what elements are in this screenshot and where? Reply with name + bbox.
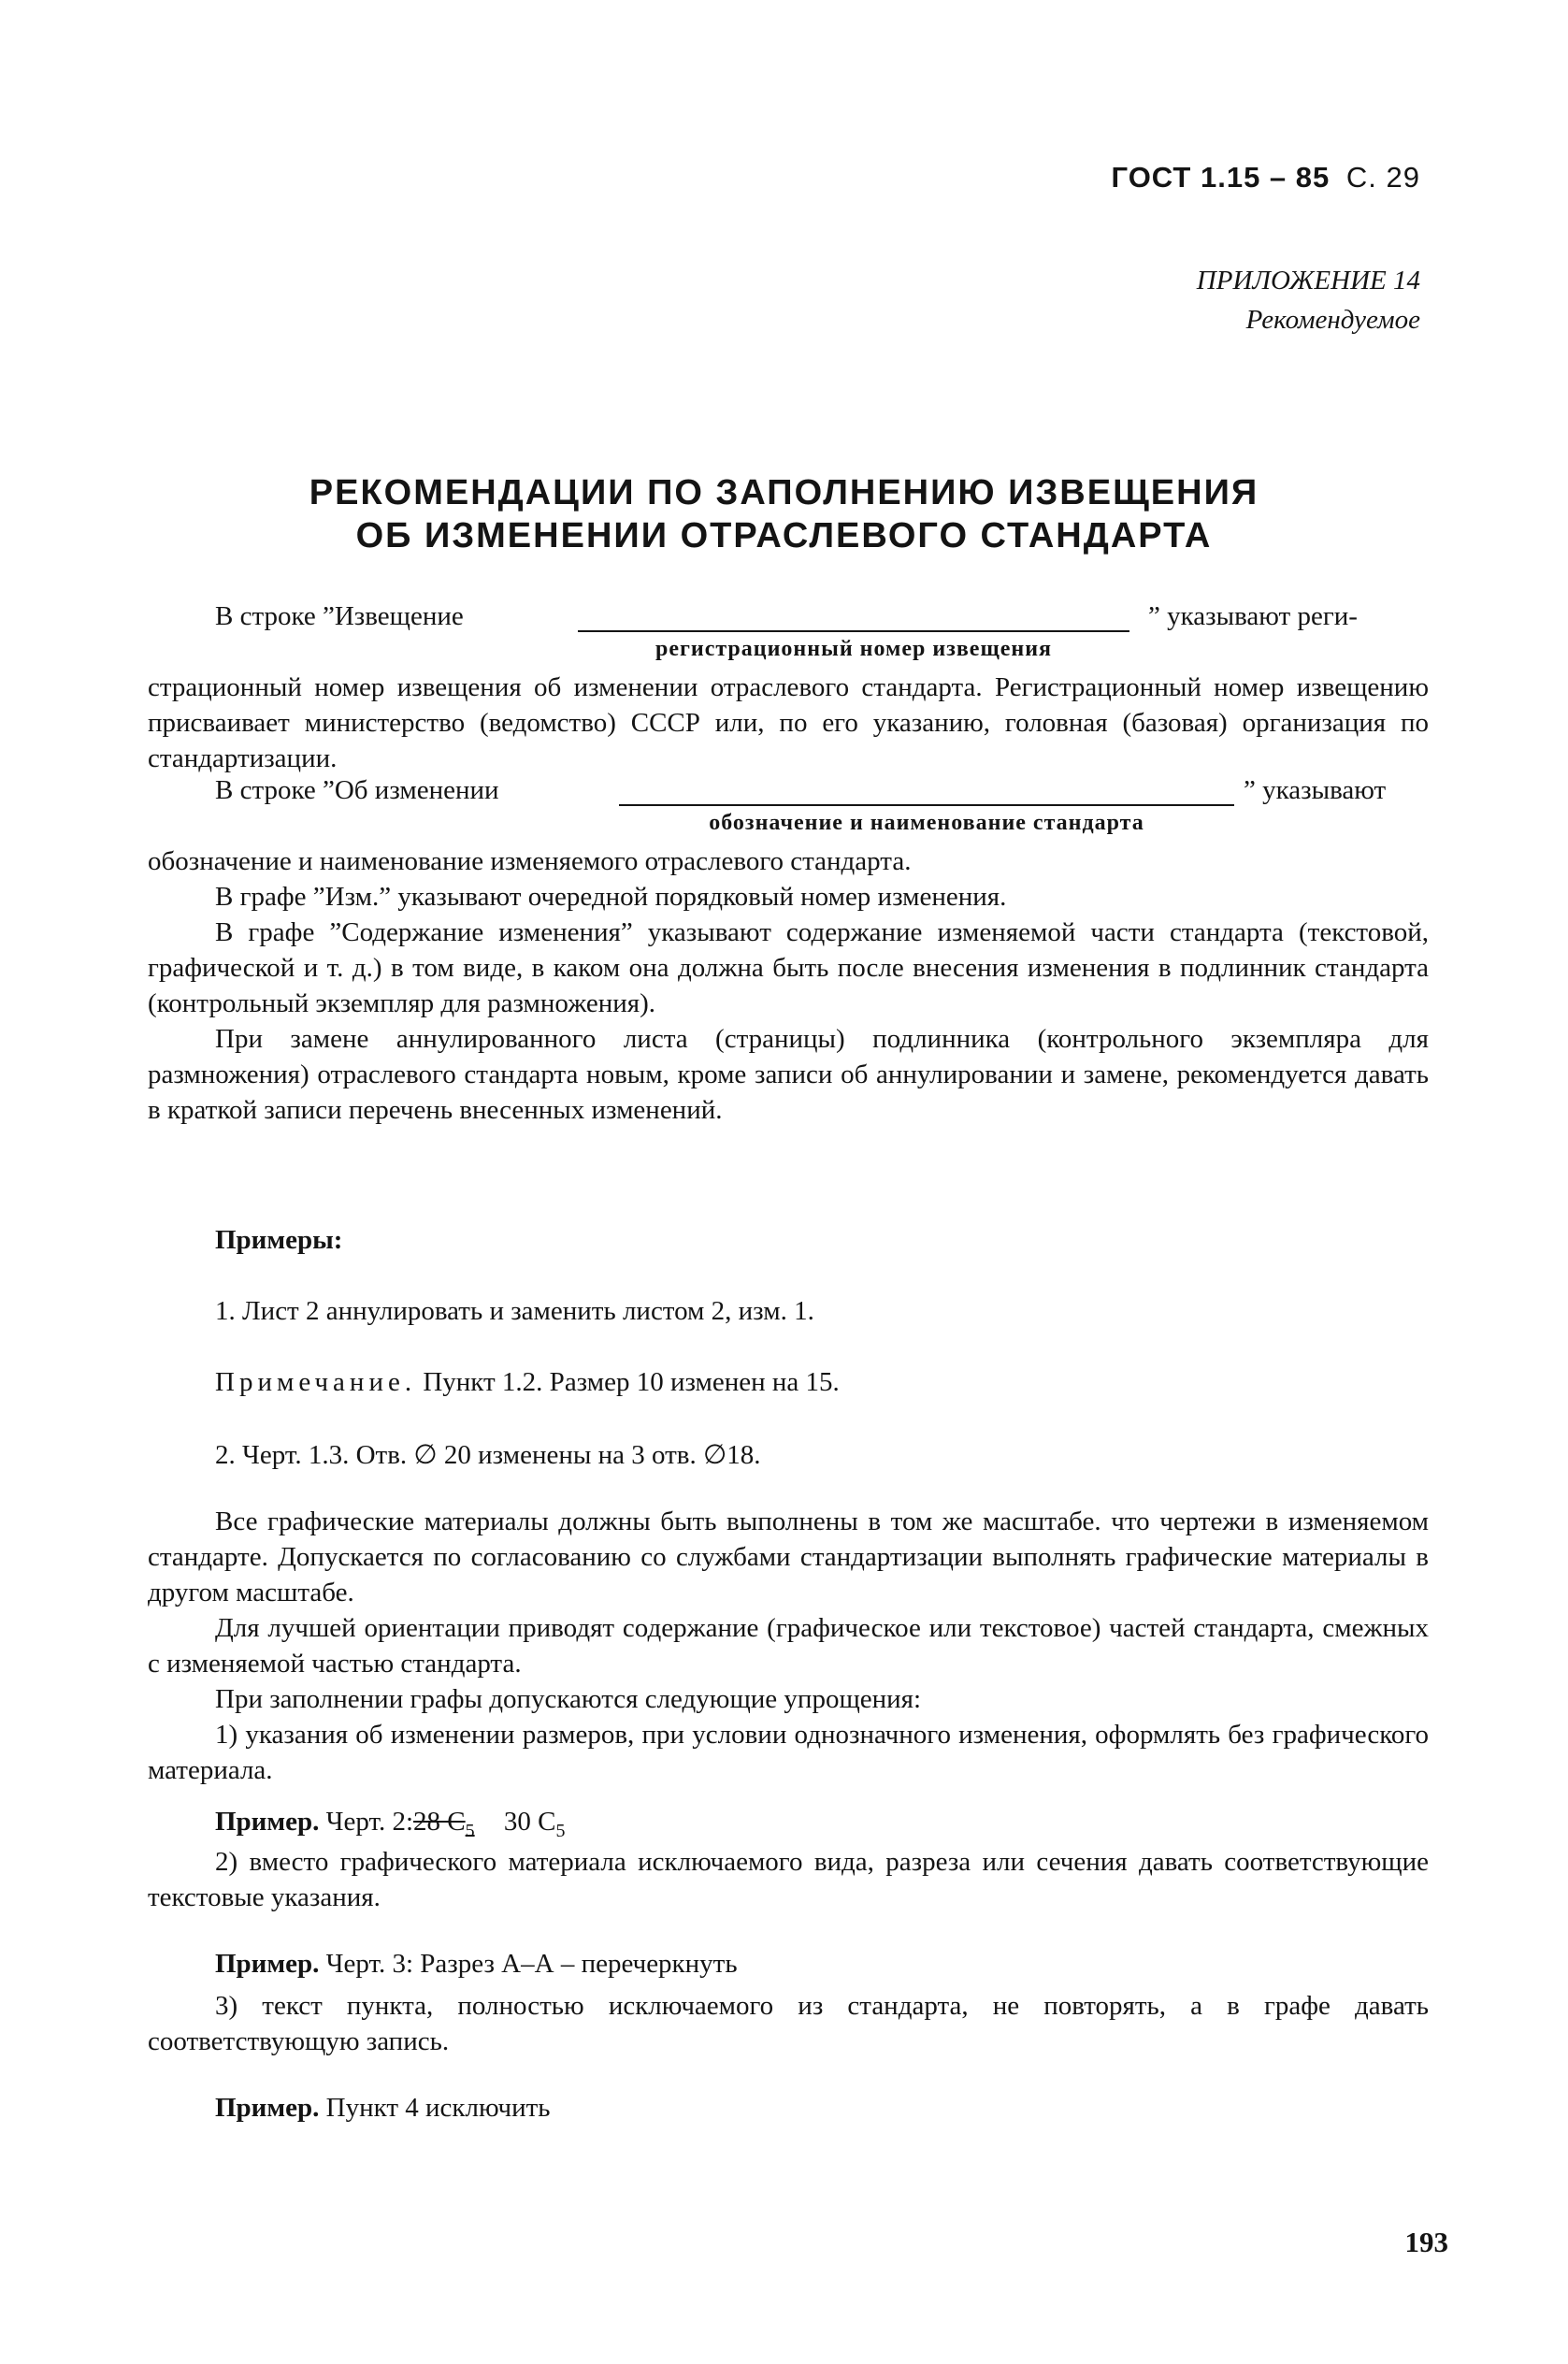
- simplification-2-block: [148, 1844, 1429, 1915]
- sample-1-text: Черт. 2:: [325, 1807, 414, 1837]
- rules-block: [148, 1504, 1429, 1788]
- simplification-3: 3) текст пункта, полностью исключаемого из стандарта, не повторять, а в графе давать соответствующую запись.: [148, 1991, 1429, 2056]
- field-notice-caption: регистрационный номер извещения: [655, 637, 1053, 661]
- note-text: Пункт 1.2. Размер 10 изменен на 15.: [423, 1367, 840, 1397]
- sample-2-label: Пример.: [215, 1949, 320, 1979]
- sample-1: [215, 1807, 565, 1842]
- page-number: 193: [1404, 2226, 1448, 2258]
- field-change-explanation: [148, 843, 1429, 1128]
- paragraph-simplifications: При заполнении графы допускаются следующие упрощения:: [215, 1684, 922, 1714]
- sample-2: [215, 1949, 738, 1980]
- example-1: 1. Лист 2 аннулировать и заменить листом 2, изм. 1.: [215, 1296, 814, 1326]
- simplification-2: 2) вместо графического материала исключаемого вида, разреза или сечения давать соответствующие текстовые указания.: [148, 1847, 1429, 1912]
- title-line-1: РЕКОМЕНДАЦИИ ПО ЗАПОЛНЕНИЮ ИЗВЕЩЕНИЯ: [309, 473, 1259, 512]
- standard-code: ГОСТ 1.15 – 85: [1111, 161, 1331, 194]
- field-notice-trail: ” указывают реги-: [1148, 601, 1358, 631]
- appendix-label: ПРИЛОЖЕНИЕ 14: [1196, 266, 1420, 296]
- field-notice-blank: [578, 630, 1129, 632]
- field-change-blank: [619, 804, 1234, 806]
- simplification-1: 1) указания об изменении размеров, при условии однозначного изменения, оформлять без графического материала.: [148, 1720, 1429, 1785]
- example-2: 2. Черт. 1.3. Отв. ∅ 20 изменены на 3 отв. ∅18.: [215, 1440, 761, 1470]
- appendix-status: Рекомендуемое: [1245, 305, 1420, 335]
- field-change-trail: ” указывают: [1244, 775, 1387, 805]
- field-notice-lead: В строке ”Извещение: [215, 601, 464, 631]
- paragraph-replacement: При замене аннулированного листа (страницы) подлинника (контрольного экземпляра для размножения) отраслевого стандарта новым, кроме записи об аннулировании и замене, рекомендуется давать в краткой записи перечень внесенных изменений.: [148, 1024, 1429, 1125]
- document-title: [0, 471, 1568, 557]
- examples-heading: Примеры:: [215, 1225, 343, 1255]
- sample-1-label: Пример.: [215, 1807, 320, 1837]
- paragraph-content: В графе ”Содержание изменения” указывают содержание изменяемой части стандарта (текстовой, графической и т. д.) в том виде, в каком она должна быть после внесения изменения в подлинник стандарта (контрольный экземпляр для размножения).: [148, 917, 1429, 1018]
- paragraph-scale: Все графические материалы должны быть выполнены в том же масштабе. что чертежи в изменяемом стандарте. Допускается по согласованию со службами стандартизации выполнять графические материалы в другом масштабе.: [148, 1506, 1429, 1607]
- field-notice-text: страционный номер извещения об изменении отраслевого стандарта. Регистрационный номер извещению присваивает министерство (ведомство) СССР или, по его указанию, головная (базовая) организация по стандартизации.: [148, 672, 1429, 773]
- field-change-text: обозначение и наименование изменяемого отраслевого стандарта.: [148, 846, 912, 876]
- sample-2-text: Черт. 3: Разрез А–А – перечеркнуть: [325, 1949, 738, 1979]
- field-change-lead: В строке ”Об изменении: [215, 775, 499, 805]
- page-reference: С. 29: [1345, 161, 1420, 194]
- field-notice-explanation: [148, 670, 1429, 776]
- example-note: [215, 1367, 840, 1398]
- simplification-3-block: [148, 1988, 1429, 2059]
- sample-1-new-value: 30 $C_5$: [503, 1807, 566, 1841]
- sample-3-label: Пример.: [215, 2093, 320, 2123]
- paragraph-orientation: Для лучшей ориентации приводят содержание (графическое или текстовое) частей стандарта, смежных с изменяемой частью стандарта.: [148, 1613, 1429, 1679]
- note-label: Примечание.: [215, 1367, 417, 1397]
- sample-3-text: Пункт 4 исключить: [325, 2093, 551, 2123]
- running-header: [1112, 161, 1420, 195]
- paragraph-izm: В графе ”Изм.” указывают очередной порядковый номер изменения.: [215, 882, 1007, 912]
- title-line-2: ОБ ИЗМЕНЕНИИ ОТРАСЛЕВОГО СТАНДАРТА: [355, 516, 1213, 555]
- sample-1-struck-value: 28 $C_5$: [413, 1807, 475, 1841]
- field-change-caption: обозначение и наименование стандарта: [709, 811, 1144, 835]
- sample-3: [215, 2093, 551, 2124]
